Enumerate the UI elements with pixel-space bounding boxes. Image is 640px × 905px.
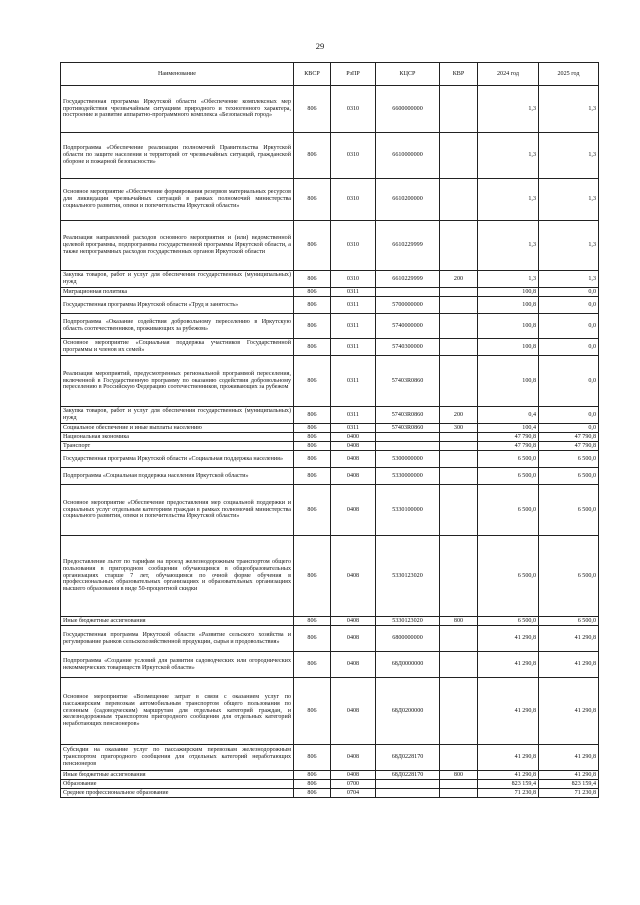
cell-kvsr: 806	[294, 179, 331, 221]
cell-y2025: 1,3	[539, 133, 599, 179]
cell-rzpr: 0310	[331, 133, 376, 179]
cell-kvsr: 806	[294, 485, 331, 536]
cell-kvr	[440, 339, 478, 356]
cell-y2024: 1,3	[478, 133, 539, 179]
cell-kvsr: 806	[294, 86, 331, 133]
cell-rzpr: 0408	[331, 652, 376, 678]
cell-kvsr: 806	[294, 442, 331, 451]
cell-name: Образование	[61, 780, 294, 789]
cell-name: Подпрограмма «Обеспечение реализации полномочий Правительства Иркутской области по защите населения и территорий от чрезвычайных ситуаций, гражданской обороне и пожарной безопасности»	[61, 133, 294, 179]
cell-rzpr: 0408	[331, 468, 376, 485]
cell-kcsr: 6600000000	[376, 86, 440, 133]
cell-name: Предоставление льгот по тарифам на проезд железнодорожным транспортом общего пользования в пригородном сообщении обучающимся в общеобразовательных организациях старше 7 лет, обучающимся по очной форме обучения в профессиональных образовательных организациях и образовательных организациях высшего образования в виде 50-процентной скидки	[61, 536, 294, 617]
cell-kvsr: 806	[294, 678, 331, 745]
cell-kvr: 800	[440, 771, 478, 780]
table-row	[61, 442, 599, 451]
cell-name: Государственная программа Иркутской области «Развитие сельского хозяйства и регулирование рынков сельскохозяйственной продукции, сырья и продовольствия»	[61, 626, 294, 652]
cell-kvr	[440, 221, 478, 271]
cell-y2024: 1,3	[478, 179, 539, 221]
cell-kcsr: 5330100000	[376, 485, 440, 536]
cell-kcsr: 68Д0200000	[376, 678, 440, 745]
cell-kvr	[440, 86, 478, 133]
table-row	[61, 745, 599, 771]
cell-kvr	[440, 179, 478, 221]
cell-name: Государственная программа Иркутской области «Социальная поддержка населения»	[61, 451, 294, 468]
cell-y2024: 6 500,0	[478, 485, 539, 536]
cell-y2025: 6 500,0	[539, 451, 599, 468]
cell-y2025: 0,0	[539, 297, 599, 314]
cell-name: Государственная программа Иркутской области «Обеспечение комплексных мер противодействия чрезвычайным ситуациям природного и техногенного характера, построение и развитие аппаратно-программного комплекса «Безопасный город»	[61, 86, 294, 133]
cell-y2025: 1,3	[539, 86, 599, 133]
cell-rzpr: 0408	[331, 451, 376, 468]
cell-kvr	[440, 485, 478, 536]
cell-rzpr: 0311	[331, 288, 376, 297]
cell-kvsr: 806	[294, 617, 331, 626]
cell-y2025: 0,0	[539, 288, 599, 297]
table-row	[61, 179, 599, 221]
cell-name: Основное мероприятие «Обеспечение предоставления мер социальной поддержки и социальных услуг отдельным категориям граждан в рамках полномочий министерства социального развития, опеки и попечительства Иркутской области»	[61, 485, 294, 536]
cell-rzpr: 0408	[331, 745, 376, 771]
cell-y2025: 0,0	[539, 314, 599, 339]
cell-kvsr: 806	[294, 288, 331, 297]
table-row	[61, 271, 599, 288]
cell-name: Иные бюджетные ассигнования	[61, 617, 294, 626]
cell-y2024: 6 500,0	[478, 468, 539, 485]
cell-y2025: 41 290,8	[539, 678, 599, 745]
cell-y2024: 41 290,8	[478, 771, 539, 780]
cell-name: Транспорт	[61, 442, 294, 451]
cell-name: Закупка товаров, работ и услуг для обеспечения государственных (муниципальных) нужд	[61, 407, 294, 424]
cell-kcsr: 57403R0860	[376, 424, 440, 433]
cell-y2025: 41 290,8	[539, 771, 599, 780]
cell-rzpr: 0408	[331, 626, 376, 652]
cell-kvr	[440, 288, 478, 297]
cell-rzpr: 0310	[331, 221, 376, 271]
cell-kvsr: 806	[294, 468, 331, 485]
cell-kcsr: 6610000000	[376, 133, 440, 179]
cell-kvsr: 806	[294, 271, 331, 288]
table-row	[61, 485, 599, 536]
table-row	[61, 86, 599, 133]
cell-rzpr: 0408	[331, 617, 376, 626]
table-row	[61, 356, 599, 407]
cell-name: Государственная программа Иркутской области «Труд и занятость»	[61, 297, 294, 314]
cell-kvr	[440, 780, 478, 789]
cell-kvsr: 806	[294, 424, 331, 433]
cell-y2025: 0,0	[539, 356, 599, 407]
page-number: 29	[315, 41, 325, 51]
cell-y2025: 6 500,0	[539, 617, 599, 626]
cell-kcsr: 5330123020	[376, 536, 440, 617]
cell-kvr	[440, 297, 478, 314]
cell-y2024: 6 500,0	[478, 536, 539, 617]
cell-rzpr: 0311	[331, 314, 376, 339]
cell-kcsr: 5700000000	[376, 297, 440, 314]
cell-y2024: 41 290,8	[478, 626, 539, 652]
cell-y2025: 0,0	[539, 339, 599, 356]
cell-y2024: 41 290,8	[478, 745, 539, 771]
cell-kvr	[440, 652, 478, 678]
cell-kvr: 800	[440, 617, 478, 626]
cell-rzpr: 0310	[331, 86, 376, 133]
cell-kcsr: 68Д0000000	[376, 652, 440, 678]
cell-rzpr: 0408	[331, 678, 376, 745]
header-kvsr: КВСР	[294, 63, 331, 86]
cell-kvsr: 806	[294, 314, 331, 339]
header-kvr: КВР	[440, 63, 478, 86]
cell-kcsr: 5740000000	[376, 314, 440, 339]
cell-kvsr: 806	[294, 626, 331, 652]
cell-kcsr: 68Д0228170	[376, 745, 440, 771]
cell-y2024: 1,3	[478, 221, 539, 271]
cell-kvr: 200	[440, 271, 478, 288]
cell-y2024: 823 159,4	[478, 780, 539, 789]
cell-y2025: 0,0	[539, 424, 599, 433]
table-row	[61, 433, 599, 442]
cell-rzpr: 0311	[331, 407, 376, 424]
cell-name: Реализация мероприятий, предусмотренных региональной программой переселения, включенной в Государственную программу по оказанию содействия добровольному переселению в Российскую Федерацию соотечественников, проживающих за рубежом	[61, 356, 294, 407]
table-row	[61, 652, 599, 678]
cell-kcsr: 57403R0860	[376, 407, 440, 424]
cell-kvr	[440, 133, 478, 179]
cell-name: Среднее профессиональное образование	[61, 789, 294, 798]
table-row	[61, 780, 599, 789]
cell-y2025: 6 500,0	[539, 468, 599, 485]
cell-name: Субсидии на оказание услуг по пассажирским перевозкам железнодорожным транспортом пригородного сообщения для отдельных категорий неработающих пенсионеров	[61, 745, 294, 771]
cell-y2025: 41 290,8	[539, 626, 599, 652]
cell-kvsr: 806	[294, 297, 331, 314]
cell-name: Подпрограмма «Создание условий для развития садоводческих или огороднических некоммерческих товариществ Иркутской области»	[61, 652, 294, 678]
cell-y2024: 47 790,8	[478, 442, 539, 451]
cell-kvr: 200	[440, 407, 478, 424]
cell-y2024: 100,8	[478, 288, 539, 297]
cell-y2025: 6 500,0	[539, 536, 599, 617]
cell-kcsr: 6610200000	[376, 179, 440, 221]
cell-kcsr: 5330123020	[376, 617, 440, 626]
cell-y2024: 41 290,8	[478, 652, 539, 678]
table-row	[61, 468, 599, 485]
cell-y2024: 6 500,0	[478, 451, 539, 468]
cell-y2024: 1,3	[478, 86, 539, 133]
table-row	[61, 617, 599, 626]
cell-kvr	[440, 536, 478, 617]
cell-kcsr	[376, 789, 440, 798]
cell-rzpr: 0408	[331, 771, 376, 780]
table-row	[61, 314, 599, 339]
cell-y2025: 6 500,0	[539, 485, 599, 536]
cell-kcsr: 6610229999	[376, 221, 440, 271]
cell-kvsr: 806	[294, 536, 331, 617]
cell-kcsr	[376, 288, 440, 297]
header-2025: 2025 год	[539, 63, 599, 86]
cell-rzpr: 0408	[331, 442, 376, 451]
table-header-row	[61, 63, 599, 86]
cell-kvsr: 806	[294, 433, 331, 442]
cell-y2024: 1,3	[478, 271, 539, 288]
cell-y2025: 47 790,8	[539, 433, 599, 442]
cell-name: Миграционная политика	[61, 288, 294, 297]
table-body	[61, 86, 599, 798]
table-row	[61, 678, 599, 745]
cell-kvr	[440, 789, 478, 798]
table-row	[61, 771, 599, 780]
cell-y2025: 41 290,8	[539, 745, 599, 771]
cell-kvsr: 806	[294, 780, 331, 789]
cell-rzpr: 0311	[331, 356, 376, 407]
cell-kvsr: 806	[294, 221, 331, 271]
header-kcsr: КЦСР	[376, 63, 440, 86]
header-2024: 2024 год	[478, 63, 539, 86]
cell-y2025: 1,3	[539, 221, 599, 271]
cell-kvr	[440, 626, 478, 652]
cell-kvsr: 806	[294, 652, 331, 678]
cell-name: Закупка товаров, работ и услуг для обеспечения государственных (муниципальных) нужд	[61, 271, 294, 288]
cell-y2024: 6 500,0	[478, 617, 539, 626]
cell-kcsr: 5740300000	[376, 339, 440, 356]
cell-kvsr: 806	[294, 451, 331, 468]
cell-kcsr: 5330000000	[376, 468, 440, 485]
cell-y2025: 71 230,8	[539, 789, 599, 798]
cell-kvsr: 806	[294, 356, 331, 407]
cell-rzpr: 0704	[331, 789, 376, 798]
cell-kcsr	[376, 780, 440, 789]
cell-kvsr: 806	[294, 133, 331, 179]
table-row	[61, 424, 599, 433]
cell-y2025: 41 290,8	[539, 652, 599, 678]
cell-rzpr: 0310	[331, 179, 376, 221]
cell-kvr	[440, 678, 478, 745]
table-row	[61, 133, 599, 179]
cell-kcsr	[376, 433, 440, 442]
cell-name: Национальная экономика	[61, 433, 294, 442]
table-row	[61, 221, 599, 271]
cell-kvr	[440, 451, 478, 468]
cell-kvr	[440, 745, 478, 771]
cell-rzpr: 0311	[331, 297, 376, 314]
cell-kvsr: 806	[294, 771, 331, 780]
table-row	[61, 626, 599, 652]
cell-y2024: 100,8	[478, 339, 539, 356]
cell-name: Основное мероприятие «Социальная поддержка участников Государственной программы и членов их семей»	[61, 339, 294, 356]
cell-kvr	[440, 356, 478, 407]
cell-y2025: 1,3	[539, 179, 599, 221]
cell-y2024: 41 290,8	[478, 678, 539, 745]
cell-rzpr: 0310	[331, 271, 376, 288]
cell-y2024: 100,8	[478, 297, 539, 314]
cell-y2024: 100,8	[478, 356, 539, 407]
cell-kcsr: 68Д0228170	[376, 771, 440, 780]
cell-kcsr: 57403R0860	[376, 356, 440, 407]
cell-rzpr: 0700	[331, 780, 376, 789]
header-name: Наименование	[61, 63, 294, 86]
cell-name: Основное мероприятие «Обеспечение формирования резервов материальных ресурсов для ликвидации чрезвычайных ситуаций в рамках полномочий министерства социального развития, опеки и попечительства Иркутской области»	[61, 179, 294, 221]
cell-kvr	[440, 314, 478, 339]
cell-kvr	[440, 468, 478, 485]
cell-kvsr: 806	[294, 407, 331, 424]
table-row	[61, 451, 599, 468]
cell-rzpr: 0311	[331, 339, 376, 356]
cell-rzpr: 0400	[331, 433, 376, 442]
budget-table	[60, 62, 599, 798]
cell-kvr: 300	[440, 424, 478, 433]
cell-y2025: 47 790,8	[539, 442, 599, 451]
table-row	[61, 536, 599, 617]
cell-kcsr: 6610229999	[376, 271, 440, 288]
table-row	[61, 789, 599, 798]
cell-kvsr: 806	[294, 789, 331, 798]
cell-kvsr: 806	[294, 745, 331, 771]
cell-kcsr	[376, 442, 440, 451]
cell-kvr	[440, 433, 478, 442]
cell-y2025: 0,0	[539, 407, 599, 424]
cell-name: Подпрограмма «Оказание содействия добровольному переселению в Иркутскую область соотечественников, проживающих за рубежом»	[61, 314, 294, 339]
cell-name: Реализация направлений расходов основного мероприятия и (или) ведомственной целевой программы, подпрограммы государственной программы Иркутской области, а также непрограммных расходов государственных органов Иркутской области	[61, 221, 294, 271]
cell-y2024: 0,4	[478, 407, 539, 424]
cell-y2024: 100,8	[478, 314, 539, 339]
cell-y2025: 823 159,4	[539, 780, 599, 789]
table-row	[61, 297, 599, 314]
cell-y2025: 1,3	[539, 271, 599, 288]
table-row	[61, 339, 599, 356]
cell-name: Иные бюджетные ассигнования	[61, 771, 294, 780]
cell-rzpr: 0408	[331, 536, 376, 617]
cell-name: Социальное обеспечение и иные выплаты населению	[61, 424, 294, 433]
table-row	[61, 407, 599, 424]
cell-rzpr: 0408	[331, 485, 376, 536]
cell-name: Основное мероприятие «Возмещение затрат в связи с оказанием услуг по пассажирским перевозкам автомобильным транспортом общего пользования по сезонным (садоводческим) маршрутам для отдельных категорий граждан, и железнодорожным транспортом пригородного сообщения для отдельных категорий неработающих пенсионеров»	[61, 678, 294, 745]
cell-y2024: 71 230,8	[478, 789, 539, 798]
cell-rzpr: 0311	[331, 424, 376, 433]
cell-kvr	[440, 442, 478, 451]
cell-kcsr: 6800000000	[376, 626, 440, 652]
cell-kvsr: 806	[294, 339, 331, 356]
cell-name: Подпрограмма «Социальная поддержка населения Иркутской области»	[61, 468, 294, 485]
table-row	[61, 288, 599, 297]
cell-kcsr: 5300000000	[376, 451, 440, 468]
cell-y2024: 100,4	[478, 424, 539, 433]
header-rzpr: РзПР	[331, 63, 376, 86]
cell-y2024: 47 790,8	[478, 433, 539, 442]
